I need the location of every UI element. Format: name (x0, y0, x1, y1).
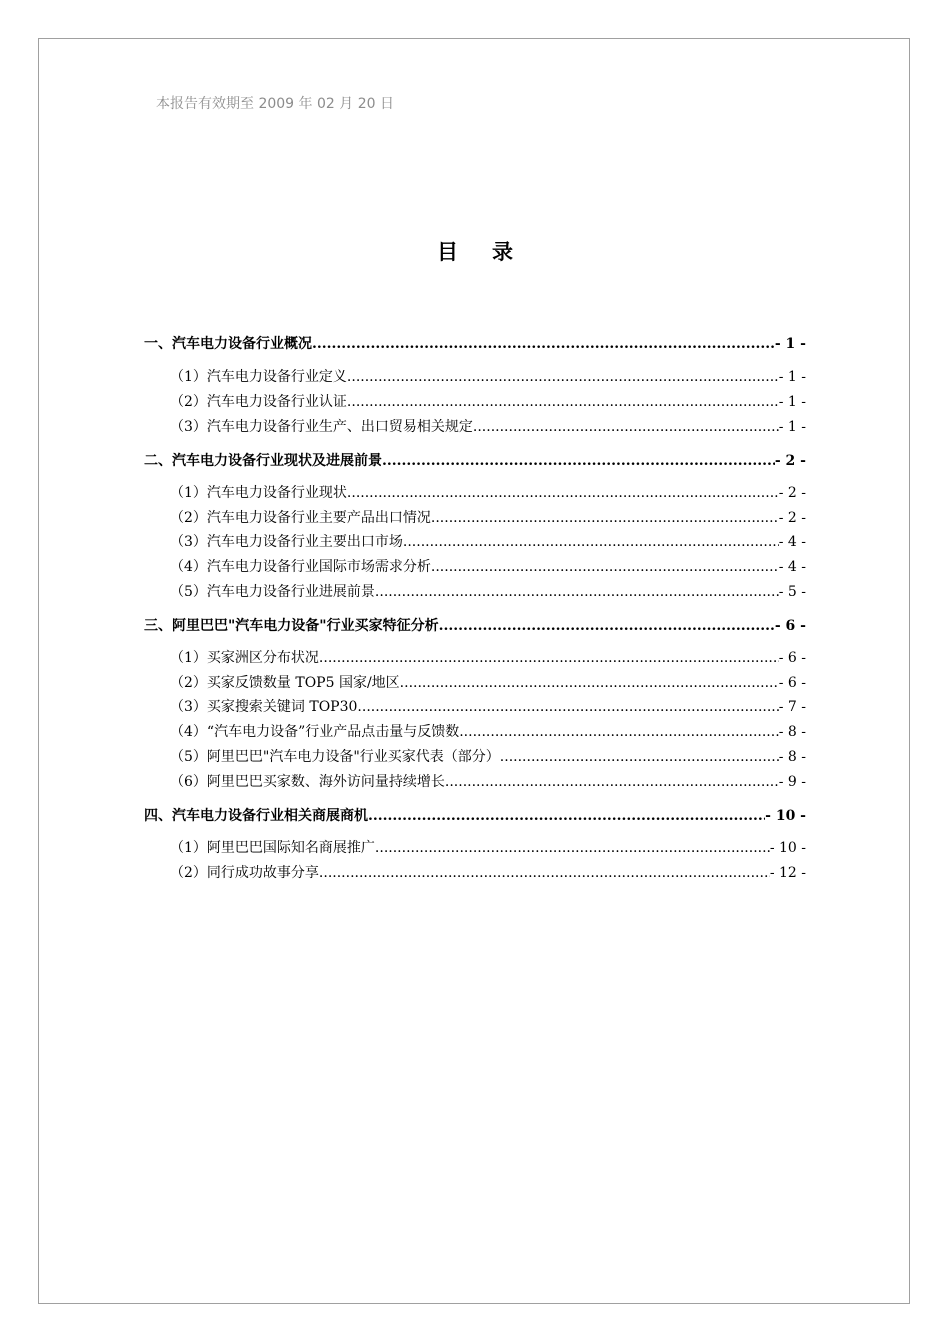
toc-entry-label: （4）“汽车电力设备”行业产品点击量与反馈数 (170, 724, 460, 740)
toc-item[interactable] (170, 417, 806, 437)
dot-leader (400, 673, 779, 693)
toc-page-number: - 1 - (778, 394, 806, 410)
dot-leader (347, 483, 779, 503)
toc-entry-label: （1）汽车电力设备行业定义 (170, 369, 347, 385)
toc-page-number: - 6 - (778, 650, 806, 666)
toc-entry-label: （6）阿里巴巴买家数、海外访问量持续增长 (170, 774, 445, 790)
dot-leader (357, 697, 778, 717)
toc-section-4[interactable] (144, 806, 806, 826)
toc-page-number: - 6 - (778, 675, 806, 691)
toc-entry-label: （2）买家反馈数量 TOP5 国家/地区 (170, 675, 400, 691)
dot-leader (312, 334, 775, 354)
toc-page-number: - 1 - (774, 336, 806, 352)
toc-page-number: - 6 - (774, 618, 806, 634)
toc-entry-label: （3）汽车电力设备行业生产、出口贸易相关规定 (170, 419, 473, 435)
toc-entry-label: （3）汽车电力设备行业主要出口市场 (170, 534, 403, 550)
dot-leader (319, 648, 779, 668)
toc-page-number: - 10 - (765, 808, 806, 824)
toc-item[interactable] (170, 557, 806, 577)
dot-leader (319, 863, 770, 883)
toc-page-number: - 10 - (769, 840, 806, 856)
dot-leader (375, 582, 779, 602)
dot-leader (375, 838, 770, 858)
validity-note: 本报告有效期至 2009 年 02 月 20 日 (156, 96, 394, 112)
dot-leader (382, 451, 775, 471)
toc-item[interactable] (170, 747, 806, 767)
toc-item[interactable] (170, 838, 806, 858)
toc-page-number: - 8 - (778, 749, 806, 765)
toc-page-number: - 9 - (778, 774, 806, 790)
dot-leader (500, 747, 779, 767)
dot-leader (445, 772, 779, 792)
toc-item[interactable] (170, 532, 806, 552)
dot-leader (368, 806, 765, 826)
toc-page-number: - 8 - (778, 724, 806, 740)
toc-entry-label: （1）汽车电力设备行业现状 (170, 485, 347, 501)
toc-page-number: - 4 - (778, 559, 806, 575)
dot-leader (473, 417, 779, 437)
toc-entry-label: （2）汽车电力设备行业主要产品出口情况 (170, 510, 431, 526)
dot-leader (431, 508, 779, 528)
toc-page-number: - 4 - (778, 534, 806, 550)
toc-item[interactable] (170, 367, 806, 387)
dot-leader (347, 367, 779, 387)
toc-entry-label: （5）阿里巴巴"汽车电力设备"行业买家代表（部分） (170, 749, 500, 765)
toc-entry-label: （2）同行成功故事分享 (170, 865, 319, 881)
toc-entry-label: （3）买家搜索关键词 TOP30 (170, 699, 358, 715)
toc-entry-label: （1）买家洲区分布状况 (170, 650, 319, 666)
toc-item[interactable] (170, 863, 806, 883)
toc-entry-label: （2）汽车电力设备行业认证 (170, 394, 347, 410)
toc-item[interactable] (170, 508, 806, 528)
toc-item[interactable] (170, 483, 806, 503)
toc-entry-label: （1）阿里巴巴国际知名商展推广 (170, 840, 375, 856)
toc-page-number: - 7 - (778, 699, 806, 715)
toc-item[interactable] (170, 582, 806, 602)
page-border (38, 38, 910, 1304)
toc-page-number: - 1 - (778, 369, 806, 385)
dot-leader (403, 532, 779, 552)
toc-section-2[interactable] (144, 451, 806, 471)
dot-leader (347, 392, 779, 412)
dot-leader (459, 722, 778, 742)
toc-item[interactable] (170, 673, 806, 693)
toc-section-3[interactable] (144, 616, 806, 636)
toc-page-number: - 2 - (778, 485, 806, 501)
dot-leader (439, 616, 775, 636)
toc-entry-label: （4）汽车电力设备行业国际市场需求分析 (170, 559, 431, 575)
toc-page-number: - 2 - (774, 453, 806, 469)
toc-entry-label: （5）汽车电力设备行业进展前景 (170, 584, 375, 600)
toc-item[interactable] (170, 697, 806, 717)
toc-entry-label: 四、汽车电力设备行业相关商展商机 (144, 808, 368, 824)
toc-page-number: - 5 - (778, 584, 806, 600)
toc-page-number: - 12 - (769, 865, 806, 881)
toc-page-number: - 2 - (778, 510, 806, 526)
toc-item[interactable] (170, 772, 806, 792)
toc-page-number: - 1 - (778, 419, 806, 435)
toc-item[interactable] (170, 722, 806, 742)
toc-title: 目录 (437, 240, 547, 264)
toc-entry-label: 三、阿里巴巴"汽车电力设备"行业买家特征分析 (144, 618, 439, 634)
toc-item[interactable] (170, 392, 806, 412)
dot-leader (431, 557, 779, 577)
toc-item[interactable] (170, 648, 806, 668)
toc-entry-label: 一、汽车电力设备行业概况 (144, 336, 312, 352)
toc-entry-label: 二、汽车电力设备行业现状及进展前景 (144, 453, 382, 469)
toc-section-1[interactable] (144, 334, 806, 354)
